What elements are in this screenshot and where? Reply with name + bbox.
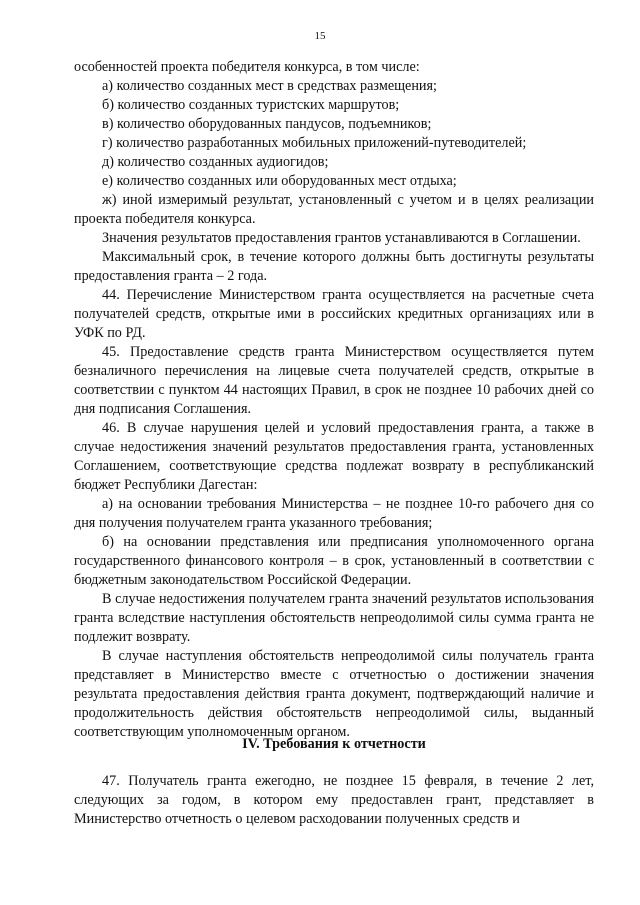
list-item-b: б) количество созданных туристских маршрутов; <box>102 97 400 113</box>
clause-46-b: б) на основании представления или предписания уполномоченного органа государственного финансового контроля – в срок, установленный в соответствии с бюджетным законодательством Российской Федерации. <box>74 534 594 588</box>
list-item-a: а) количество созданных мест в средствах размещения; <box>102 78 437 94</box>
list-item-zh: ж) иной измеримый результат, установленный с учетом и в целях реализации проекта победителя конкурса. <box>74 192 594 227</box>
list-item-d: д) количество созданных аудиогидов; <box>102 154 329 170</box>
document-body-continued <box>74 772 594 829</box>
list-item-v: в) количество оборудованных пандусов, подъемников; <box>102 116 432 132</box>
page-number: 15 <box>314 30 326 42</box>
paragraph: особенностей проекта победителя конкурса, в том числе: <box>74 59 420 75</box>
paragraph: В случае недостижения получателем гранта значений результатов использования гранта вследствие наступления обстоятельств непреодолимой силы сумма гранта не подлежит возврату. <box>74 591 594 645</box>
clause-44: 44. Перечисление Министерством гранта осуществляется на расчетные счета получателей средств, открытые ими в российских кредитных организациях или в УФК по РД. <box>74 287 594 341</box>
document-body <box>74 58 594 742</box>
paragraph: Максимальный срок, в течение которого должны быть достигнуты результаты предоставления гранта – 2 года. <box>74 249 594 284</box>
clause-46-a: а) на основании требования Министерства – не позднее 10-го рабочего дня со дня получения получателем гранта указанного требования; <box>74 496 594 531</box>
section-heading: IV. Требования к отчетности <box>242 736 426 752</box>
clause-45: 45. Предоставление средств гранта Министерством осуществляется путем безналичного перечисления на лицевые счета получателей средств, открытые в соответствии с пунктом 44 настоящих Правил, в срок не позднее 10 рабочих дней со дня подписания Соглашения. <box>74 344 594 417</box>
list-item-e: е) количество созданных или оборудованных мест отдыха; <box>102 173 457 189</box>
paragraph: В случае наступления обстоятельств непреодолимой силы получатель гранта представляет в Министерство вместе с отчетностью о достижении значения результата предоставления действия гранта документ, подтверждающий наличие и продолжительность действия обстоятельств непреодолимой силы, выданный соответствующим уполномоченным органом. <box>74 648 594 740</box>
list-item-g: г) количество разработанных мобильных приложений-путеводителей; <box>102 135 527 151</box>
clause-46: 46. В случае нарушения целей и условий предоставления гранта, а также в случае недостижения значений результатов предоставления гранта, установленных Соглашением, соответствующие средства подлежат возврату в республиканский бюджет Республики Дагестан: <box>74 420 594 493</box>
clause-47: 47. Получатель гранта ежегодно, не позднее 15 февраля, в течение 2 лет, следующих за годом, в котором ему предоставлен грант, представляет в Министерство отчетность о целевом расходовании полученных средств и <box>74 773 594 827</box>
paragraph: Значения результатов предоставления грантов устанавливаются в Соглашении. <box>102 230 581 246</box>
